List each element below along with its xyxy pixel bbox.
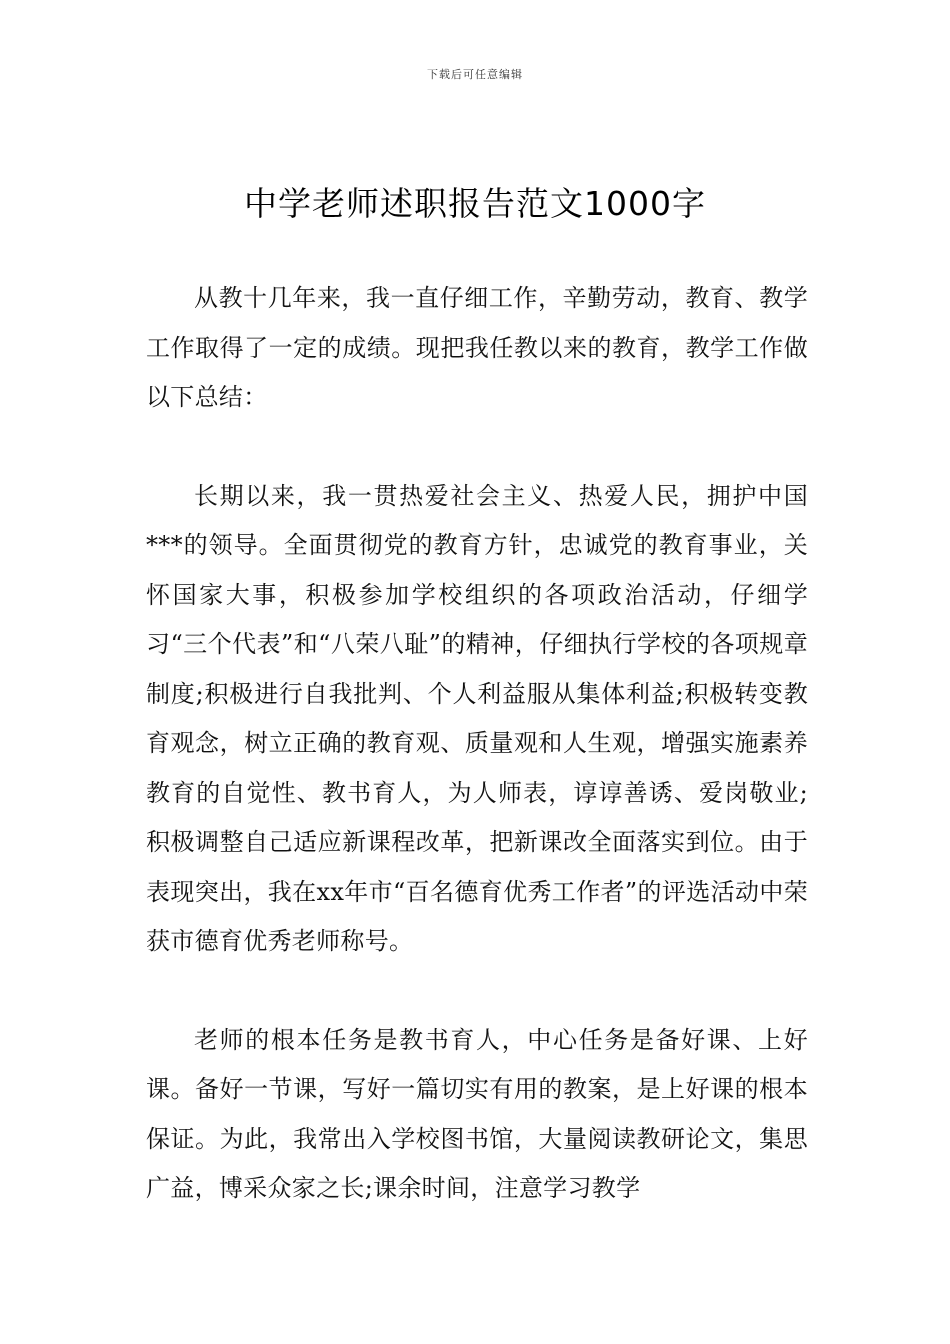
document-body [146,274,808,1214]
header-note: 下载后可任意编辑 [427,68,523,81]
document-title: 中学老师述职报告范文1000字 [244,184,706,223]
paragraph-2: 长期以来，我一贯热爱社会主义、热爱人民，拥护中国***的领导。全面贯彻党的教育方针，忠诚党的教育事业，关怀国家大事，积极参加学校组织的各项政治活动，仔细学习“三个代表”和“八荣八耻”的精神，仔细执行学校的各项规章制度;积极进行自我批判、个人利益服从集体利益;积极转变教育观念，树立正确的教育观、质量观和人生观，增强实施素养教育的自觉性、教书育人，为人师表，谆谆善诱、爱岗敬业;积极调整自己适应新课程改革，把新课改全面落实到位。由于表现突出，我在xx年市“百名德育优秀工作者”的评选活动中荣获市德育优秀老师称号。 [146,481,808,955]
paragraph-1: 从教十几年来，我一直仔细工作，辛勤劳动，教育、教学工作取得了一定的成绩。现把我任教以来的教育，教学工作做以下总结： [146,284,808,411]
paragraph-3: 老师的根本任务是教书育人，中心任务是备好课、上好课。备好一节课，写好一篇切实有用的教案，是上好课的根本保证。为此，我常出入学校图书馆，大量阅读教研论文，集思广益，博采众家之长;课余时间，注意学习教学 [146,1025,808,1202]
